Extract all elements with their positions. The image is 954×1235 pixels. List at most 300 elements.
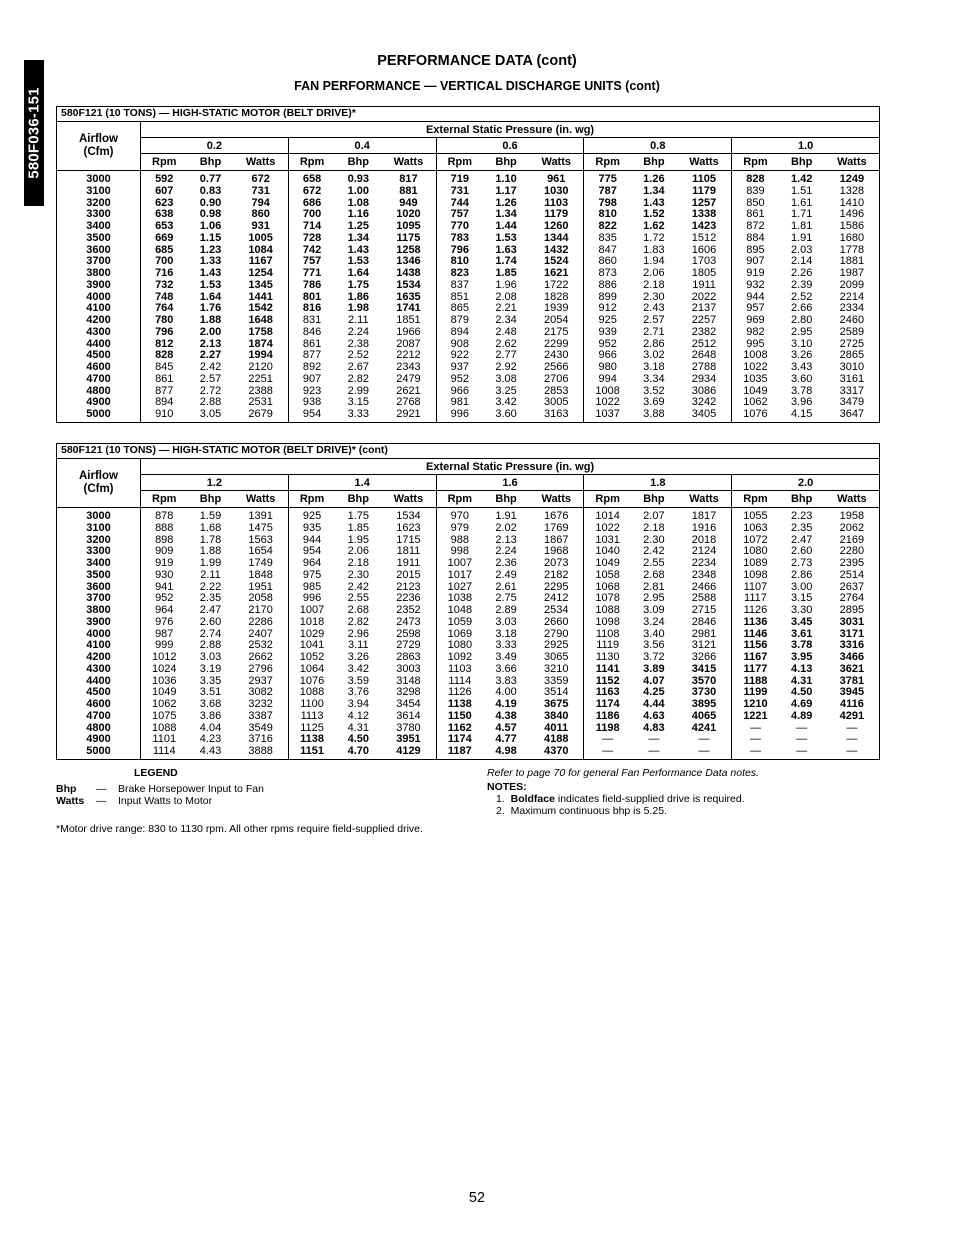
data-cell: 861 (288, 339, 335, 351)
data-cell: 3086 (691, 384, 717, 397)
airflow-cell: 4300 (57, 327, 141, 339)
data-cell: 952 (155, 592, 174, 605)
data-cell: 3317 (839, 384, 865, 397)
data-cell: 964 (155, 604, 174, 616)
airflow-cell: 3300 (57, 209, 141, 221)
data-cell: 1534 (396, 278, 421, 291)
data-cell: 1769 (544, 521, 569, 534)
data-cell: 1048 (436, 605, 483, 617)
data-cell: 1441 (248, 290, 273, 303)
side-tab-label: 580F036-151 (25, 87, 43, 179)
data-cell: 4.25 (643, 686, 665, 699)
watts-header: Watts (677, 491, 732, 508)
airflow-cell: 4200 (57, 652, 141, 664)
airflow-cell: 5000 (57, 409, 141, 422)
bhp-header: Bhp (779, 491, 825, 508)
data-cell: 2531 (248, 396, 273, 409)
data-cell: 2.60 (199, 615, 222, 628)
data-cell: 2.73 (790, 557, 813, 569)
data-cell: 1.63 (495, 243, 517, 256)
data-cell: 2.06 (643, 267, 665, 279)
data-cell: 2169 (839, 533, 865, 546)
data-cell: 669 (155, 231, 174, 244)
data-cell: 892 (288, 362, 335, 374)
data-cell: 1703 (691, 255, 717, 268)
data-cell: 1174 (436, 734, 483, 746)
data-cell: 2662 (248, 651, 273, 663)
airflow-cell: 4000 (57, 292, 141, 304)
data-cell: 937 (436, 362, 483, 374)
data-cell: 4188 (544, 733, 569, 746)
table-row (57, 374, 880, 386)
data-cell: 3.18 (643, 361, 665, 373)
data-cell: 3121 (691, 639, 717, 652)
data-cell: 2.82 (347, 615, 369, 628)
data-cell: 2352 (396, 604, 421, 616)
data-cell: 1167 (248, 255, 273, 268)
legend-key: Watts (56, 795, 85, 807)
data-cell: 653 (155, 220, 174, 232)
data-cell: 2679 (248, 408, 273, 420)
data-cell: 1130 (584, 652, 631, 664)
data-cell: 2280 (839, 545, 865, 558)
data-cell: 2466 (691, 580, 717, 593)
data-cell: 1338 (691, 208, 717, 221)
data-cell: 0.98 (199, 208, 222, 221)
data-cell: 2.92 (495, 361, 517, 373)
data-cell: 623 (155, 196, 174, 209)
data-cell: 4129 (396, 745, 421, 757)
data-cell: 1005 (248, 231, 273, 244)
table-row (57, 523, 880, 535)
data-cell: 1117 (732, 593, 779, 605)
data-cell: 2534 (544, 604, 569, 616)
data-cell: 2214 (839, 290, 865, 303)
data-cell: 1041 (288, 640, 335, 652)
data-cell: 1146 (732, 629, 779, 641)
data-cell: 4065 (691, 709, 717, 722)
data-cell: 3148 (396, 674, 421, 687)
airflow-cell: 3400 (57, 558, 141, 570)
data-cell: 2.39 (790, 278, 813, 291)
data-cell: 1163 (584, 687, 631, 699)
table-row (57, 221, 880, 233)
data-cell: 3.61 (790, 627, 813, 640)
airflow-cell: 3000 (57, 508, 141, 523)
data-cell: 2512 (691, 337, 717, 350)
rpm-header: Rpm (732, 154, 779, 171)
data-cell: 3.08 (495, 372, 517, 385)
watts-header: Watts (825, 491, 880, 508)
data-cell: 3.78 (790, 384, 813, 397)
data-cell: 4.69 (790, 698, 813, 710)
data-cell: 3951 (396, 733, 421, 746)
data-cell: 994 (584, 374, 631, 386)
data-cell: 1.75 (347, 510, 369, 522)
data-cell: 4.04 (199, 721, 222, 734)
table-row (57, 268, 880, 280)
watts-header: Watts (529, 154, 584, 171)
data-cell: 3614 (396, 709, 421, 722)
data-cell: 1088 (288, 687, 335, 699)
data-cell: 995 (732, 339, 779, 351)
data-cell: 2.07 (643, 510, 665, 522)
data-cell: 1114 (436, 676, 483, 688)
data-cell: 1676 (544, 510, 569, 522)
table-row (57, 280, 880, 292)
data-cell: 3.76 (347, 686, 369, 699)
data-cell: 1.08 (347, 196, 369, 209)
data-cell: 2589 (839, 325, 865, 338)
airflow-header: Airflow (Cfm) (57, 122, 141, 171)
legend-desc: Brake Horsepower Input to Fan (118, 783, 264, 795)
data-cell: 3.26 (790, 349, 813, 362)
data-cell: 1064 (288, 664, 335, 676)
data-cell: 1.85 (347, 521, 369, 534)
data-cell: 2.74 (199, 627, 222, 640)
data-cell: 3.88 (643, 408, 665, 420)
data-cell: 2648 (691, 349, 717, 362)
legend-item (56, 795, 476, 807)
data-cell: 1103 (544, 196, 569, 209)
data-cell: 3082 (248, 686, 273, 699)
data-cell: 3.30 (790, 604, 813, 616)
data-cell: 3.52 (643, 384, 665, 397)
data-cell: 907 (288, 374, 335, 386)
data-cell: 1221 (732, 711, 779, 723)
notes (487, 767, 867, 817)
data-cell: 1103 (436, 664, 483, 676)
data-cell: 2895 (839, 604, 865, 616)
data-cell: 716 (155, 267, 174, 279)
data-cell: 2120 (248, 361, 273, 373)
data-cell: 3.60 (495, 408, 517, 420)
data-cell: 3454 (396, 698, 421, 710)
data-cell: 998 (436, 546, 483, 558)
pressure-header: 2.0 (732, 475, 880, 491)
data-cell: 2790 (544, 627, 569, 640)
data-cell: 1088 (584, 605, 631, 617)
data-cell: 1951 (248, 580, 273, 593)
airflow-cell: 3500 (57, 233, 141, 245)
data-cell: 2170 (248, 604, 273, 616)
data-cell: 3.56 (643, 639, 665, 652)
data-cell: 2.18 (643, 521, 665, 534)
data-cell: 2.30 (643, 533, 665, 546)
data-cell: 2937 (248, 674, 273, 687)
data-cell: 4.50 (347, 733, 369, 746)
data-cell: 2846 (691, 615, 717, 628)
data-cell: 4.19 (495, 698, 517, 710)
data-cell: 2430 (544, 349, 569, 362)
data-cell: 1179 (692, 184, 716, 197)
pressure-header: 1.4 (288, 475, 436, 491)
data-cell: 757 (436, 209, 483, 221)
data-cell: 810 (584, 209, 631, 221)
data-cell: 1.34 (643, 184, 665, 197)
data-cell: 3359 (544, 674, 569, 687)
data-cell: 2.72 (199, 384, 222, 397)
data-cell: 2865 (839, 349, 865, 362)
data-cell: 2286 (248, 615, 273, 628)
data-cell: 2.55 (643, 557, 665, 569)
data-cell: 861 (732, 209, 779, 221)
data-cell: 1994 (248, 349, 273, 362)
data-cell: 1035 (732, 374, 779, 386)
table-row (57, 746, 880, 759)
data-cell: 2.49 (495, 568, 517, 581)
data-cell: 3.26 (347, 651, 369, 663)
airflow-cell: 4700 (57, 711, 141, 723)
data-cell: 1113 (288, 711, 335, 723)
data-cell: 1098 (584, 617, 631, 629)
data-cell: 4.43 (199, 745, 222, 757)
data-cell: 2.47 (199, 604, 222, 616)
data-cell: 851 (436, 292, 483, 304)
data-cell: 957 (732, 303, 779, 315)
data-cell: 2934 (691, 372, 717, 385)
bhp-header: Bhp (335, 154, 381, 171)
data-cell: 949 (399, 196, 418, 209)
data-cell: 1007 (288, 605, 335, 617)
data-cell: 1911 (692, 278, 716, 291)
data-cell: 2.89 (495, 604, 517, 616)
data-cell: 1.43 (347, 243, 369, 256)
data-cell: 4370 (544, 745, 569, 757)
data-cell: 2479 (396, 372, 421, 385)
data-cell: 873 (584, 268, 631, 280)
data-cell: 1881 (839, 255, 865, 268)
data-cell: 1.83 (643, 243, 665, 256)
rpm-header: Rpm (732, 491, 779, 508)
data-cell: 3065 (544, 651, 569, 663)
data-cell: 999 (155, 639, 174, 652)
airflow-cell: 4800 (57, 386, 141, 398)
data-cell: 3570 (691, 674, 717, 687)
data-cell: 2.42 (199, 361, 222, 373)
data-cell: 2.75 (495, 592, 517, 605)
data-cell: 1089 (732, 558, 779, 570)
pressure-header: 1.8 (584, 475, 732, 491)
data-cell: 2.62 (495, 337, 517, 350)
data-cell: 0.77 (199, 173, 222, 185)
data-cell: 2925 (544, 639, 569, 652)
data-cell: 2.02 (495, 521, 517, 534)
data-cell: 1098 (732, 570, 779, 582)
rpm-header: Rpm (584, 154, 631, 171)
note-1: 1. Boldface indicates field-supplied drive is required. (496, 793, 745, 805)
data-cell: 3716 (248, 733, 273, 746)
data-cell: 4241 (691, 721, 717, 734)
data-cell: 2.11 (200, 568, 221, 581)
table-row (57, 711, 880, 723)
data-cell: 3.60 (790, 372, 813, 385)
data-cell: 3675 (544, 698, 569, 710)
data-cell: 2236 (396, 592, 421, 605)
data-cell: 4.83 (643, 721, 665, 734)
data-cell: 2299 (544, 337, 569, 350)
data-cell: 3005 (544, 396, 569, 409)
bhp-header: Bhp (483, 154, 529, 171)
data-cell: 908 (436, 339, 483, 351)
data-cell: 1.64 (347, 267, 369, 279)
data-cell: 794 (251, 196, 270, 209)
data-cell: 1014 (584, 508, 631, 523)
airflow-cell: 3300 (57, 546, 141, 558)
data-cell: 1258 (396, 243, 421, 256)
data-cell: 879 (436, 315, 483, 327)
data-cell: 2087 (396, 337, 421, 350)
data-cell: 2182 (544, 568, 569, 581)
rpm-header: Rpm (436, 491, 483, 508)
data-cell: 3031 (839, 615, 865, 628)
data-cell: — (584, 734, 631, 746)
data-cell: 2.60 (790, 545, 813, 558)
data-cell: 3.43 (790, 361, 813, 373)
watts-header: Watts (677, 154, 732, 171)
data-cell: 2514 (839, 568, 865, 581)
rpm-header: Rpm (584, 491, 631, 508)
data-cell: 2796 (248, 662, 273, 675)
data-cell: 2.42 (347, 580, 369, 593)
data-cell: 3.03 (199, 651, 222, 663)
data-cell: 3.69 (643, 396, 665, 409)
data-cell: 2124 (691, 545, 717, 558)
data-cell: 964 (288, 558, 335, 570)
data-cell: 919 (732, 268, 779, 280)
data-cell: 1391 (248, 510, 273, 522)
page-number: 52 (468, 1190, 486, 1206)
data-cell: 925 (288, 508, 335, 523)
data-cell: 3.18 (495, 627, 517, 640)
data-cell: 2863 (396, 651, 421, 663)
data-cell: 1177 (732, 664, 779, 676)
data-cell: 2637 (839, 580, 865, 593)
data-cell: 996 (436, 409, 483, 422)
data-cell: 1715 (396, 533, 421, 546)
airflow-cell: 3700 (57, 256, 141, 268)
legend-title: LEGEND (134, 767, 178, 779)
data-cell: 1867 (544, 533, 569, 546)
data-cell: 2853 (544, 384, 569, 397)
data-cell: 2.48 (495, 325, 517, 338)
data-cell: 1.88 (199, 314, 222, 326)
data-cell: 3.33 (495, 639, 517, 652)
data-cell: 975 (288, 570, 335, 582)
data-cell: 2.21 (495, 302, 517, 315)
data-cell: 2460 (839, 314, 865, 326)
data-cell: 2.14 (790, 255, 813, 268)
data-cell: 2.13 (199, 337, 222, 350)
legend-dash: — (96, 795, 107, 807)
table-title: 580F121 (10 TONS) — HIGH-STATIC MOTOR (BELT DRIVE)* (cont) (57, 444, 880, 459)
note-2: 2. Maximum continuous bhp is 5.25. (496, 805, 668, 817)
data-cell: 783 (436, 233, 483, 245)
data-cell: 4.50 (790, 686, 813, 699)
data-cell: 2.95 (790, 325, 813, 338)
data-cell: 898 (155, 533, 174, 546)
airflow-cell: 3500 (57, 570, 141, 582)
data-cell: 954 (288, 409, 335, 422)
data-cell: 1167 (732, 652, 779, 664)
data-cell: 2588 (691, 592, 717, 605)
data-cell: 1534 (396, 510, 421, 522)
data-cell: 2.86 (643, 337, 665, 350)
data-cell: 3405 (691, 408, 717, 420)
data-cell: 3163 (544, 408, 569, 420)
airflow-cell: 4700 (57, 374, 141, 386)
data-cell: 3003 (396, 662, 421, 675)
data-cell: 925 (584, 315, 631, 327)
data-cell: 2729 (396, 639, 421, 652)
airflow-cell: 4600 (57, 699, 141, 711)
data-cell: 1114 (152, 745, 176, 757)
data-cell: 1817 (691, 510, 717, 522)
data-cell: 1475 (248, 521, 273, 534)
data-cell: 988 (436, 535, 483, 547)
data-cell: 1968 (544, 545, 569, 558)
data-cell: 4.23 (199, 733, 222, 746)
data-cell: 3647 (839, 408, 865, 420)
data-cell: 764 (155, 302, 174, 315)
data-cell: 2.82 (347, 372, 369, 385)
data-cell: 3.86 (199, 709, 222, 722)
airflow-cell: 4400 (57, 676, 141, 688)
data-cell: 2.18 (643, 278, 665, 291)
data-cell: — (796, 733, 808, 746)
data-cell: 1049 (584, 558, 631, 570)
data-cell: 1.74 (495, 255, 517, 268)
data-cell: 0.83 (199, 184, 222, 197)
data-cell: 0.93 (347, 173, 369, 185)
data-cell: 1027 (436, 582, 483, 594)
data-cell: 2.00 (199, 325, 222, 338)
data-cell: 775 (584, 171, 631, 186)
data-cell: 3730 (691, 686, 717, 699)
data-cell: 1.10 (495, 173, 517, 185)
data-cell: 3.35 (199, 674, 222, 687)
data-cell: 886 (584, 280, 631, 292)
data-cell: 3.25 (495, 384, 517, 397)
data-cell: 780 (155, 314, 174, 326)
data-cell: 952 (436, 374, 483, 386)
data-cell: 2212 (396, 349, 421, 362)
data-cell: 2.66 (790, 302, 813, 315)
data-cell: 1.61 (790, 196, 813, 209)
airflow-cell: 3700 (57, 593, 141, 605)
data-cell: 2706 (544, 372, 569, 385)
data-cell: 3.72 (643, 651, 665, 663)
data-cell: 2058 (248, 592, 273, 605)
data-cell: 1138 (436, 699, 483, 711)
data-cell: 910 (155, 408, 174, 420)
data-cell: 2.13 (495, 533, 517, 546)
data-cell: 877 (288, 350, 335, 362)
data-cell: 1524 (544, 255, 569, 268)
data-cell: 2.23 (790, 510, 813, 522)
data-cell: 888 (155, 521, 174, 534)
data-cell: 4116 (839, 698, 864, 710)
data-cell: 1.34 (347, 231, 369, 244)
bhp-header: Bhp (188, 154, 234, 171)
data-cell: 798 (584, 198, 631, 210)
data-cell: 944 (288, 535, 335, 547)
data-cell: 1635 (396, 290, 421, 303)
data-cell: 1.17 (495, 184, 517, 197)
data-cell: 3.59 (347, 674, 369, 687)
data-cell: 3.33 (347, 408, 369, 420)
data-cell: 912 (584, 303, 631, 315)
